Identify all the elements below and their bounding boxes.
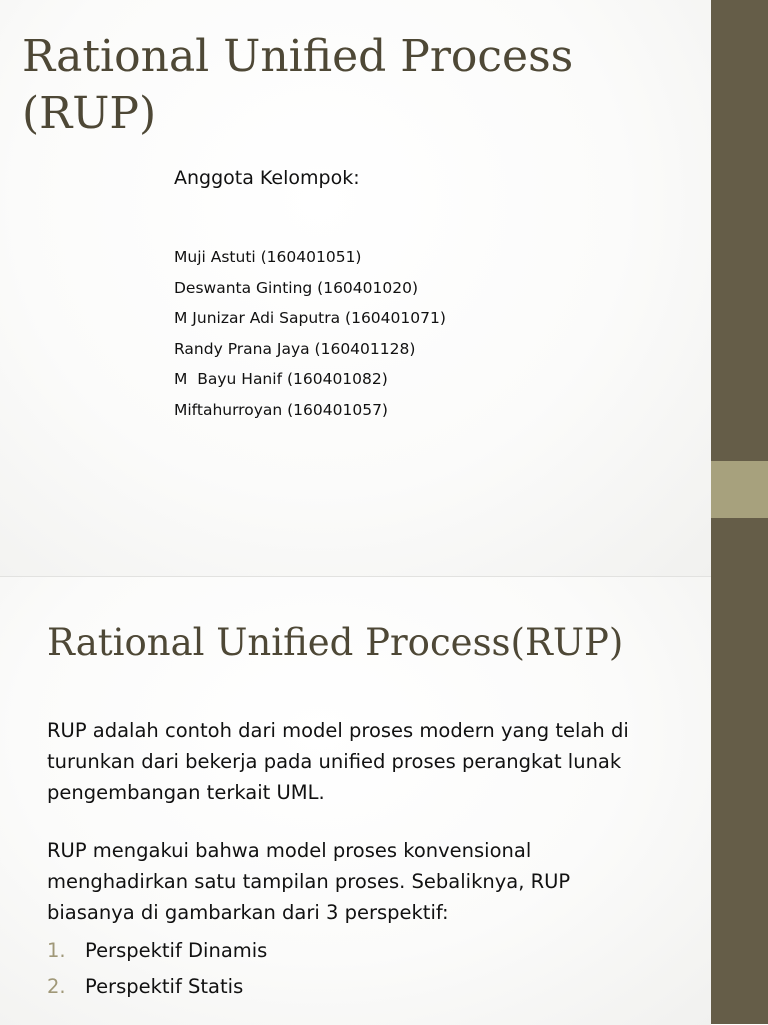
member-item: Randy Prana Jaya (160401128) xyxy=(174,339,416,358)
member-item: M Bayu Hanif (160401082) xyxy=(174,370,388,388)
member-item: Miftahurroyan (160401057) xyxy=(174,400,388,419)
perspective-label: Perspektif Dinamis xyxy=(85,938,268,962)
paragraph-2 xyxy=(47,835,677,928)
group-members-list xyxy=(174,242,446,425)
side-accent-block xyxy=(711,461,768,518)
perspective-item xyxy=(47,932,677,968)
paragraph-2-line: menghadirkan satu tampilan proses. Sebaliknya, RUP xyxy=(47,870,571,893)
slide-2 xyxy=(0,576,711,1025)
member-item: M Junizar Adi Saputra (160401071) xyxy=(174,309,446,327)
list-number: 2. xyxy=(47,974,66,998)
paragraph-1 xyxy=(47,715,677,808)
paragraph-1-line: RUP adalah contoh dari model proses modern yang telah di xyxy=(47,719,629,742)
perspectives-list xyxy=(47,932,677,1004)
member-item: Deswanta Ginting (160401020) xyxy=(174,278,419,297)
paragraph-1-line: turunkan dari bekerja pada unified proses perangkat lunak xyxy=(47,750,622,773)
perspective-label: Perspektif Statis xyxy=(85,974,244,998)
paragraph-2-line: RUP mengakui bahwa model proses konvensional xyxy=(47,839,532,862)
paragraph-2-line: biasanya di gambarkan dari 3 perspektif: xyxy=(47,901,449,924)
perspective-item xyxy=(47,968,677,1004)
member-item: Muji Astuti (160401051) xyxy=(174,248,362,266)
slide-2-title: Rational Unified Process(RUP) xyxy=(47,621,624,664)
slide-1-title xyxy=(22,28,682,142)
paragraph-1-line: pengembangan terkait UML. xyxy=(47,781,325,804)
slide-1-title-line-2: (RUP) xyxy=(22,88,157,140)
slide-2-body xyxy=(47,715,677,1004)
group-members-heading: Anggota Kelompok: xyxy=(174,167,360,189)
slide-1-title-line-1: Rational Unified Process xyxy=(22,31,574,82)
list-number: 1. xyxy=(47,938,66,962)
